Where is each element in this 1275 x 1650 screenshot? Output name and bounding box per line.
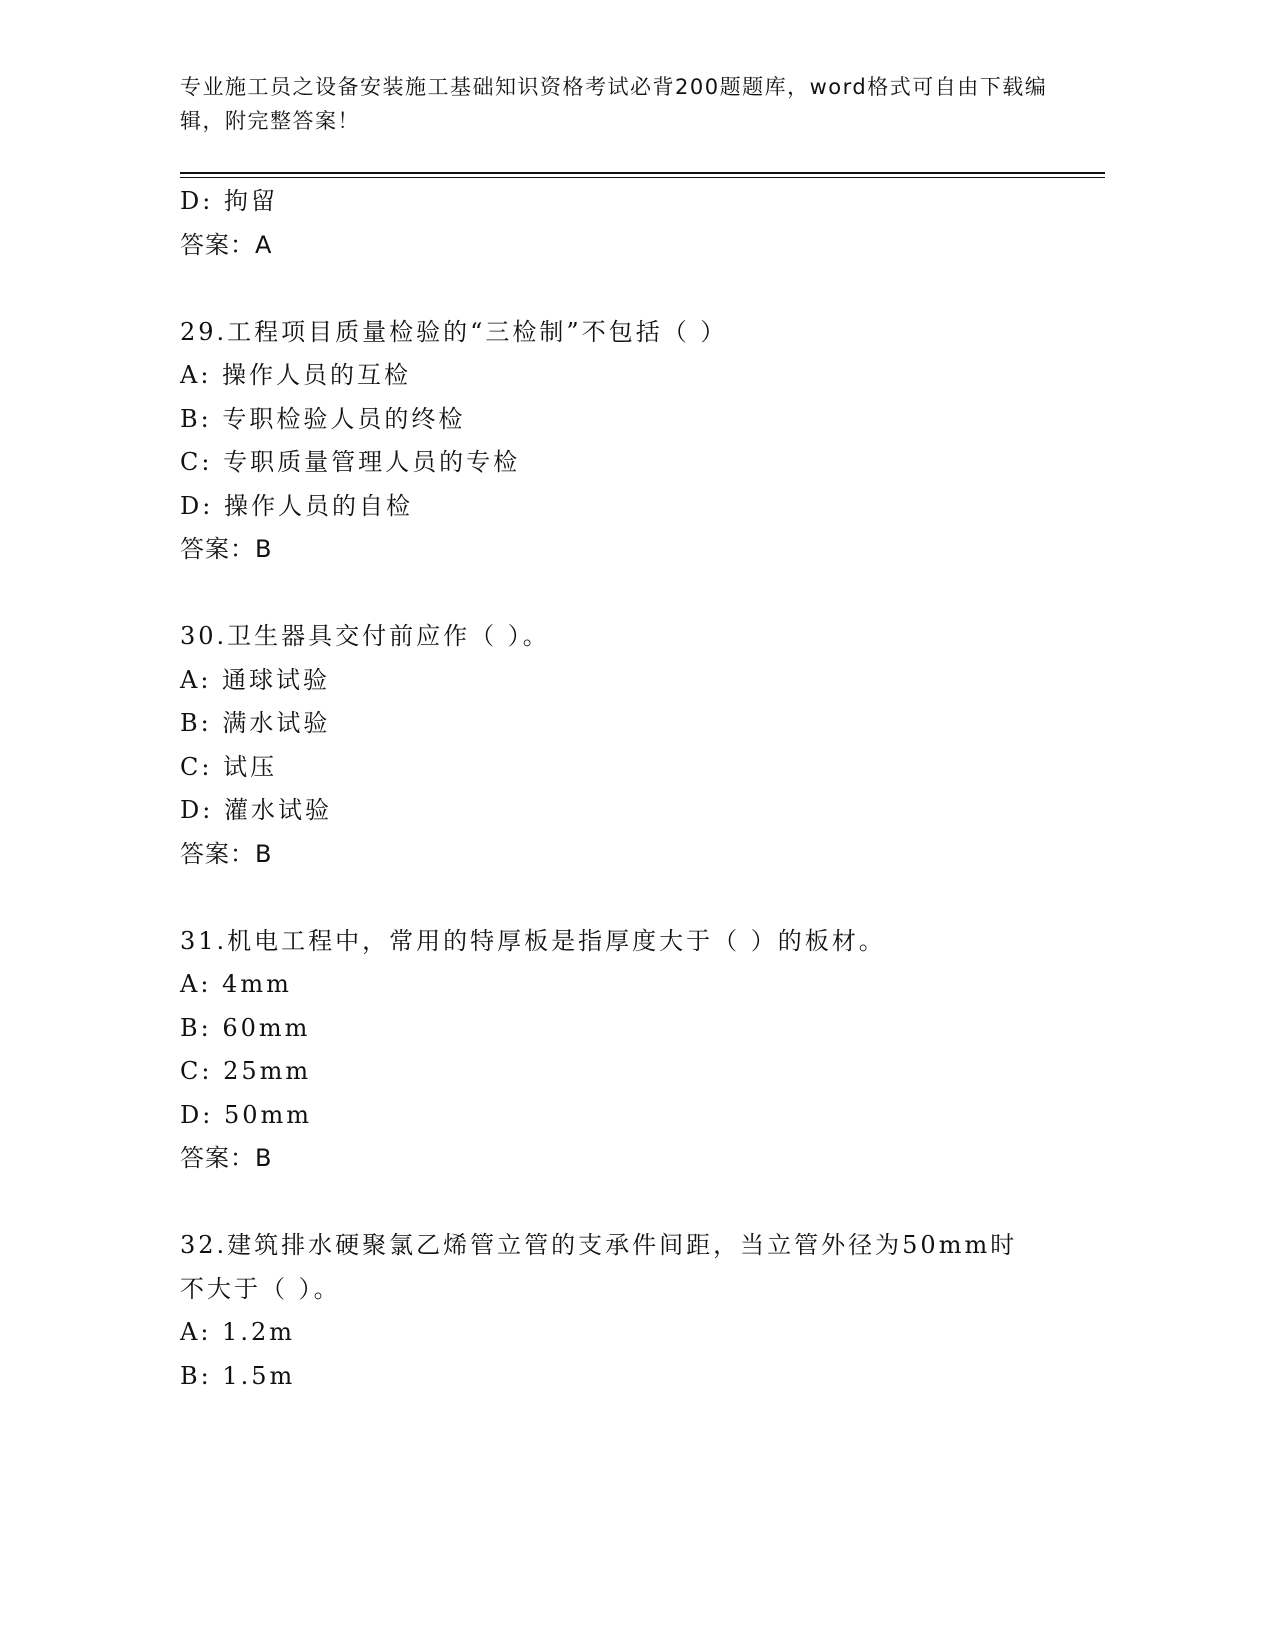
question-31-option-d: D: 50mm <box>180 1100 313 1129</box>
question-31-option-c: C: 25mm <box>180 1057 312 1085</box>
question-32-option-b: B: 1.5m <box>180 1361 296 1390</box>
option-d: D: 拘留 <box>180 187 278 215</box>
question-32-stem-line-1: 32.建筑排水硬聚氯乙烯管立管的支承件间距，当立管外径为50mm时 <box>180 1231 1018 1259</box>
question-32-stem-line-2: 不大于（ ）。 <box>180 1274 341 1303</box>
question-31-option-a: A: 4mm <box>180 970 292 998</box>
question-30-option-c: C: 试压 <box>180 752 278 781</box>
question-30-option-a: A: 通球试验 <box>180 665 331 694</box>
question-30-option-d: D: 灌水试验 <box>180 796 332 824</box>
question-29-stem: 29.工程项目质量检验的“三检制”不包括（ ） <box>180 317 728 346</box>
question-29-option-d: D: 操作人员的自检 <box>180 491 413 520</box>
question-29-option-b: B: 专职检验人员的终检 <box>180 404 466 433</box>
question-30-option-b: B: 满水试验 <box>180 709 331 737</box>
question-31-answer: 答案：B <box>180 1144 273 1172</box>
question-30-answer: 答案：B <box>180 839 273 868</box>
question-31-option-b: B: 60mm <box>180 1013 311 1042</box>
header-divider-thin <box>180 177 1105 178</box>
question-32-option-a: A: 1.2m <box>180 1318 295 1346</box>
question-29-option-c: C: 专职质量管理人员的专检 <box>180 448 521 476</box>
question-content <box>180 180 1110 1398</box>
answer-line: 答案：A <box>180 230 273 259</box>
question-31-stem: 31.机电工程中，常用的特厚板是指厚度大于（ ）的板材。 <box>180 926 886 955</box>
question-29-answer: 答案：B <box>180 535 273 563</box>
document-header: 专业施工员之设备安装施工基础知识资格考试必背200题题库，word格式可自由下载编辑，附完整答案！ <box>180 75 1048 133</box>
header-divider-thick <box>180 172 1105 174</box>
question-30-stem: 30.卫生器具交付前应作（ ）。 <box>180 622 550 650</box>
question-29-option-a: A: 操作人员的互检 <box>180 361 412 389</box>
